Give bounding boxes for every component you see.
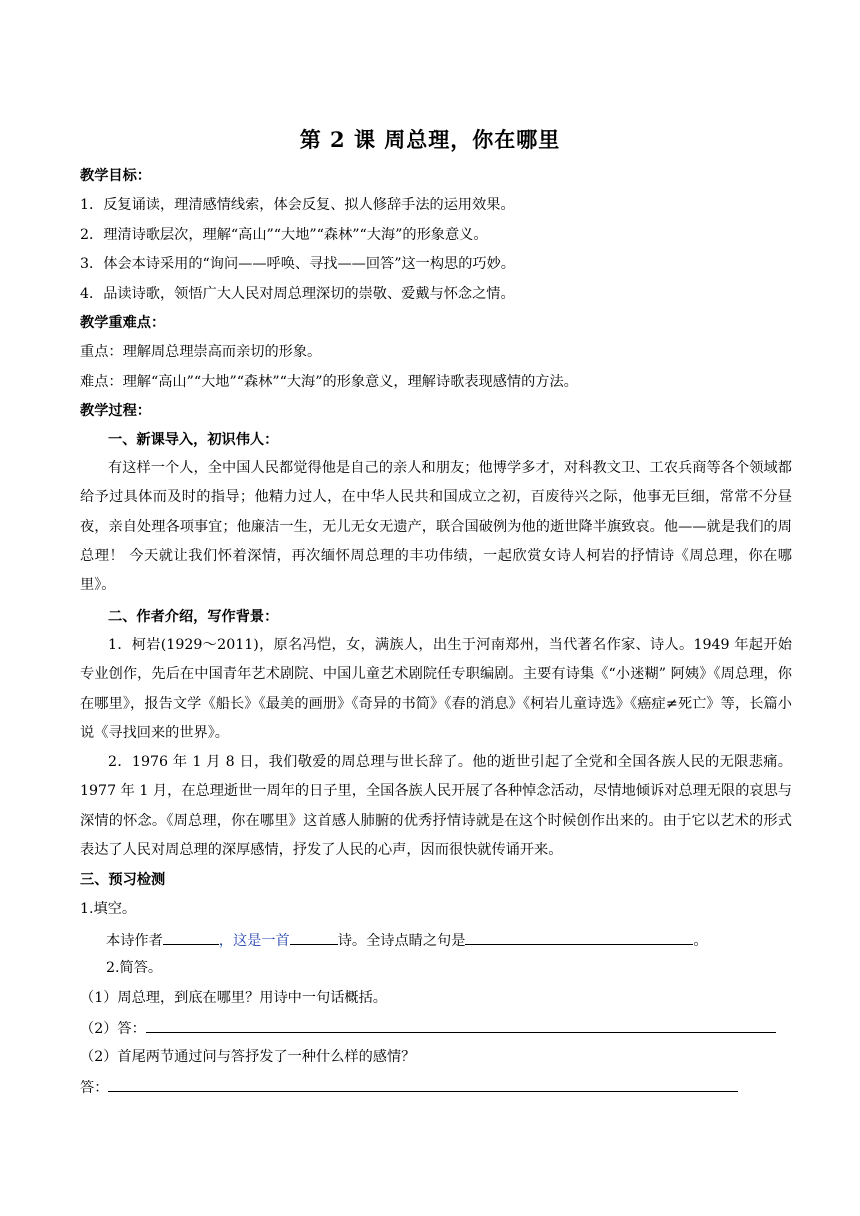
keypoint-focus: 重点：理解周总理崇高而亲切的形象。: [80, 344, 322, 360]
answer-blank-2[interactable]: [108, 1076, 738, 1092]
background-paragraph: 2．1976 年 1 月 8 日，我们敬爱的周总理与世长辞了。他的逝世引起了全党和全国各族人民的无限悲痛。1977 年 1 月，在总理逝世一周年的日子里，全国各族人民开展了各种悼念活动，尽情地倾诉对总理无限的哀思与深情的怀念。《周总理，你在哪里》这首感人肺腑的优秀抒情诗就是在这个时候创作出来的。由于它以艺术的形式表达了人民对周总理的深厚感情，抒发了人民的心声，因而很快就传诵开来。: [80, 754, 792, 858]
preview-heading: 三、预习检测: [80, 872, 166, 888]
keypoints-heading: 教学重难点：: [80, 315, 166, 331]
question1-label: 1.填空。: [80, 901, 137, 917]
question2-label: 2.简答。: [106, 960, 163, 976]
answer-line-1: [80, 1017, 776, 1039]
process-heading: 教学过程：: [80, 403, 151, 419]
answer-label-1: （2）答：: [80, 1021, 146, 1037]
keypoint-difficulty: 难点：理解“高山”“大地”“森林”“大海”的形象意义，理解诗歌表现感情的方法。: [80, 374, 578, 390]
question2-2: （2）首尾两节通过问与答抒发了一种什么样的感情？: [80, 1049, 416, 1065]
blank-poem-type[interactable]: [290, 929, 338, 945]
page-title: 第 2 课 周总理，你在哪里: [299, 127, 561, 152]
answer-blank-1[interactable]: [146, 1017, 776, 1033]
question2-1: （1）周总理，到底在哪里？用诗中一句话概括。: [80, 990, 387, 1006]
fill-text-poem-type: ，这是一首: [218, 933, 290, 949]
section1-paragraph: 有这样一个人，全中国人民都觉得他是自己的亲人和朋友；他博学多才，对科教文卫、工农兵商等各个领域都给予过具体而及时的指导；他精力过人，在中华人民共和国成立之初，百废待兴之际，他事无巨细，常常不分昼夜，亲自处理各项事宜；他廉洁一生，无儿无女无遗产，联合国破例为他的逝世降半旗致哀。他——就是我们的周总理！ 今天就让我们怀着深情，再次缅怀周总理的丰功伟绩，一起欣赏女诗人柯岩的抒情诗《周总理，你在哪里》。: [80, 460, 792, 594]
answer-line-2: [80, 1076, 738, 1098]
fill-text-author: 本诗作者: [106, 933, 163, 949]
section1-heading: 一、新课导入，初识伟人：: [108, 432, 279, 448]
blank-key-line[interactable]: [465, 929, 693, 945]
fill-text-end: 。: [693, 933, 708, 949]
objective-item-3: 3．体会本诗采用的“询问——呼唤、寻找——回答”这一构思的巧妙。: [80, 256, 515, 272]
objectives-heading: 教学目标：: [80, 168, 151, 184]
section2-heading: 二、作者介绍，写作背景：: [108, 609, 279, 625]
answer-label-2: 答：: [80, 1080, 109, 1096]
author-paragraph: 1．柯岩(1929～2011)，原名冯恺，女，满族人，出生于河南郑州，当代著名作家、诗人。1949 年起开始专业创作，先后在中国青年艺术剧院、中国儿童艺术剧院任专职编剧。主要有诗集《“小迷糊” 阿姨》《周总理，你在哪里》，报告文学《船长》《最美的画册》《奇异的书简》《春的消息》《柯岩儿童诗选》《癌症≠死亡》等，长篇小说《寻找回来的世界》。: [80, 637, 792, 741]
objective-item-1: 1．反复诵读，理清感情线索，体会反复、拟人修辞手法的运用效果。: [80, 197, 515, 213]
fill-text-key-line: 诗。全诗点睛之句是: [337, 933, 466, 949]
objective-item-2: 2．理清诗歌层次，理解“高山”“大地”“森林”“大海”的形象意义。: [80, 227, 488, 243]
fill-in-question: [106, 929, 708, 951]
objective-item-4: 4．品读诗歌，领悟广大人民对周总理深切的崇敬、爱戴与怀念之情。: [80, 286, 515, 302]
blank-author[interactable]: [163, 929, 219, 945]
